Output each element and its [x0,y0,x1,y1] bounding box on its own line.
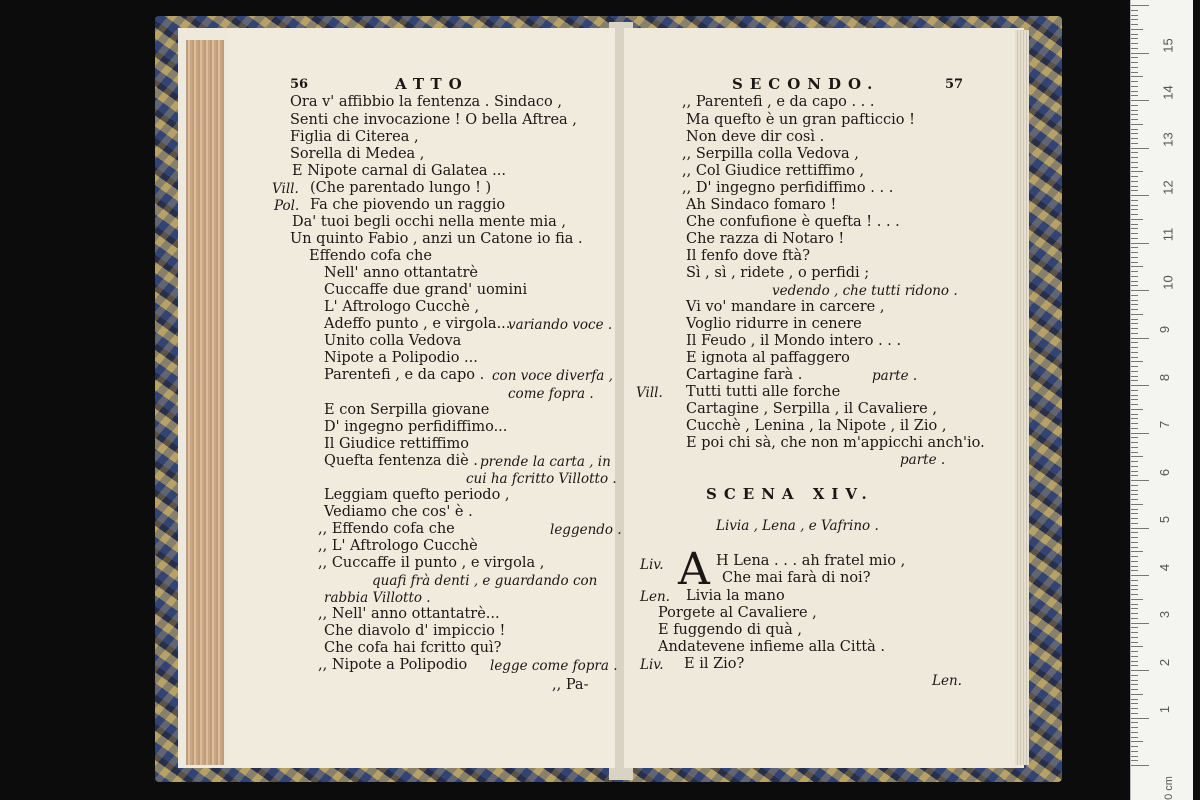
verse-line: ,, Serpilla colla Vedova , [682,146,859,162]
verse-line: L' Aftrologo Cucchè , [324,299,480,315]
ruler-tick [1131,24,1138,25]
right-page-number: 57 [945,77,964,92]
ruler-tick [1131,575,1149,576]
ruler-tick [1131,43,1138,44]
verse-line: Che confufione è quefta ! . . . [686,214,900,230]
ruler-tick [1131,371,1138,372]
ruler-tick [1131,271,1138,272]
drop-cap: A [678,544,710,595]
ruler-tick [1131,651,1138,652]
verse-line: ,, Nipote a Polipodio [318,657,468,673]
ruler-tick [1131,509,1138,510]
verse-line: (Che parentado lungo ! ) [310,180,492,196]
ruler-tick [1131,414,1138,415]
ruler-tick [1131,561,1138,562]
stage-direction: rabbia Villotto . [324,590,431,606]
ruler-tick [1131,314,1143,315]
verse-line: D' ingegno perfidiffimo... [324,419,508,435]
ruler-tick [1131,475,1138,476]
ruler-tick [1131,304,1138,305]
ruler-tick [1131,76,1143,77]
ruler-number: 14 [1160,85,1176,100]
ruler-tick [1131,390,1138,391]
ruler-tick [1131,765,1149,766]
ruler-tick [1131,708,1138,709]
speaker-label: Pol. [274,198,300,214]
ruler-tick [1131,537,1138,538]
verse-line: Fa che piovendo un raggio [310,197,506,213]
verse-line: E il Zio? [684,656,745,672]
verse-line: ,, Effendo cofa che [318,521,455,537]
ruler-tick [1131,342,1138,343]
ruler-tick [1131,195,1149,196]
ruler-tick [1131,632,1138,633]
ruler-number: 9 [1157,325,1173,334]
ruler-tick [1131,423,1138,424]
ruler-tick [1131,594,1138,595]
ruler-tick [1131,266,1143,267]
ruler-tick [1131,466,1138,467]
ruler-tick [1131,62,1138,63]
right-running-head: SECONDO. [732,75,880,93]
ruler-tick [1131,732,1138,733]
ruler-tick [1131,209,1138,210]
ruler-tick [1131,675,1138,676]
ruler-tick [1131,129,1138,130]
ruler-tick [1131,57,1138,58]
ruler-tick [1131,319,1138,320]
ruler-number: 3 [1157,610,1173,619]
verse-line: Non deve dir così . [686,129,825,145]
ruler-tick [1131,238,1138,239]
ruler-tick [1131,285,1138,286]
ruler-tick [1131,352,1138,353]
ruler-tick [1131,480,1149,481]
ruler-number: 6 [1157,468,1173,477]
verse-line: ,, Cuccaffe il punto , e virgola , [318,555,545,571]
ruler-tick [1131,376,1138,377]
ruler-number: 2 [1157,658,1173,667]
ruler-tick [1131,176,1138,177]
ruler-tick [1131,228,1138,229]
ruler-tick [1131,713,1138,714]
ruler-tick [1131,347,1138,348]
verse-line: Voglio ridurre in cenere [686,316,862,332]
ruler-tick [1131,19,1138,20]
ruler-tick [1131,86,1138,87]
ruler-tick [1131,171,1143,172]
ruler-tick [1131,100,1149,101]
ruler-tick [1131,494,1138,495]
verse-line: E ignota al paffaggero [686,350,850,366]
ruler-tick [1131,395,1138,396]
ruler-tick [1131,29,1143,30]
left-running-head: ATTO [395,75,469,93]
verse-line: Nipote a Polipodio ... [324,350,478,366]
ruler-tick [1131,281,1138,282]
ruler-tick [1131,499,1138,500]
ruler-tick [1131,428,1138,429]
ruler-tick [1131,10,1138,11]
ruler-tick [1131,247,1138,248]
ruler-tick [1131,252,1138,253]
ruler-tick [1131,694,1143,695]
ruler-tick [1131,167,1138,168]
ruler-tick [1131,580,1138,581]
ruler-tick [1131,138,1138,139]
ruler-tick [1131,756,1138,757]
verse-line: Che cofa hai fcritto quì? [324,640,502,656]
verse-line: Vediamo che cos' è . [324,504,473,520]
verse-line: ,, L' Aftrologo Cucchè [318,538,478,554]
ruler-number: 5 [1157,515,1173,524]
stage-direction: leggendo . [550,522,622,538]
ruler-tick [1131,148,1149,149]
ruler-tick [1131,646,1143,647]
scene-heading: SCENA XIV. [706,485,874,503]
verse-line: Adeffo punto , e virgola... [324,316,511,332]
ruler-tick [1131,599,1143,600]
ruler-tick [1131,143,1138,144]
verse-line: Nell' anno ottantatrè [324,265,478,281]
ruler-tick [1131,361,1143,362]
verse-line: Effendo cofa che [309,248,432,264]
ruler-tick [1131,110,1138,111]
catchword: ,, Pa- [552,677,589,693]
verse-line: ,, Parentefi , e da capo . . . [682,94,875,110]
verse-line: Senti che invocazione ! O bella Aftrea , [290,112,577,128]
ruler-tick [1131,95,1138,96]
stage-direction: parte . [872,368,918,384]
ruler-tick [1131,433,1149,434]
ruler-tick [1131,656,1138,657]
verse-line: Ora v' affibbio la fentenza . Sindaco , [290,94,562,110]
measurement-ruler [1130,0,1193,800]
ruler-number: 8 [1157,373,1173,382]
stage-direction: come fopra . [508,386,594,402]
ruler-tick [1131,133,1138,134]
verse-line: Ma quefto è un gran pafticcio ! [686,112,915,128]
ruler-tick [1131,504,1143,505]
stage-direction: vedendo , che tutti ridono . [772,283,958,299]
verse-line: Un quinto Fabio , anzi un Catone io fia . [290,231,583,247]
verse-line: Leggiam quefto periodo , [324,487,510,503]
ruler-tick [1131,418,1138,419]
ruler-tick [1131,219,1143,220]
ruler-tick [1131,513,1138,514]
ruler-tick [1131,290,1149,291]
ruler-tick [1131,684,1138,685]
ruler-tick [1131,456,1143,457]
ruler-number: 7 [1157,420,1173,429]
ruler-tick [1131,333,1138,334]
ruler-tick [1131,214,1138,215]
verse-line: Parentefi , e da capo . [324,367,485,383]
ruler-tick [1131,741,1143,742]
ruler-tick [1131,661,1138,662]
stage-direction: prende la carta , in [480,454,611,470]
verse-line: Vi vo' mandare in carcere , [686,299,885,315]
ruler-tick [1131,551,1143,552]
ruler-tick [1131,532,1138,533]
ruler-tick [1131,528,1149,529]
ruler-tick [1131,623,1149,624]
verse-line: Quefta fentenza diè . [324,453,478,469]
ruler-tick [1131,490,1138,491]
ruler-tick [1131,613,1138,614]
ruler-tick [1131,471,1138,472]
ruler-tick [1131,328,1138,329]
verse-line: ,, Col Giudice rettiffimo , [682,163,865,179]
ruler-tick [1131,186,1138,187]
verse-line: E poi chi sà, che non m'appicchi anch'io. [686,435,985,451]
verse-line: Cartagine , Serpilla , il Cavaliere , [686,401,937,417]
ruler-tick [1131,447,1138,448]
ruler-tick [1131,442,1138,443]
speaker-label: Vill. [272,181,299,197]
ruler-number: 10 [1160,275,1176,290]
ruler-number: 1 [1157,705,1173,714]
verse-line: ,, Nell' anno ottantatrè... [318,606,500,622]
ruler-tick [1131,300,1138,301]
ruler-tick [1131,357,1138,358]
verse-line: Che mai farà di noi? [722,570,871,586]
ruler-tick [1131,404,1138,405]
ruler-tick [1131,91,1138,92]
page-edges-right [1015,30,1029,765]
ruler-tick [1131,380,1138,381]
verse-line: Da' tuoi begli occhi nella mente mia , [292,214,566,230]
speaker-label: Liv. [640,557,664,573]
ruler-tick [1131,295,1138,296]
ruler-tick [1131,637,1138,638]
verse-line: Il Giudice rettiffimo [324,436,469,452]
ruler-tick [1131,323,1138,324]
ruler-tick [1131,518,1138,519]
ruler-tick [1131,665,1138,666]
verse-line: H Lena . . . ah fratel mio , [716,553,906,569]
stage-direction: quafi frà denti , e guardando con [372,573,598,589]
ruler-tick [1131,152,1138,153]
ruler-tick [1131,190,1138,191]
verse-line: Tutti tutti alle forche [686,384,841,400]
ruler-tick [1131,547,1138,548]
ruler-tick [1131,760,1138,761]
ruler-tick [1131,604,1138,605]
stage-direction: con voce diverfa , [492,368,613,384]
verse-line: Il Feudo , il Mondo intero . . . [686,333,902,349]
ruler-tick [1131,670,1149,671]
verse-line: Che razza di Notaro ! [686,231,845,247]
verse-line: Ah Sindaco fomaro ! [686,197,837,213]
ruler-tick [1131,627,1138,628]
verse-line: E fuggendo di quà , [658,622,803,638]
ruler-tick [1131,585,1138,586]
ruler-number: 15 [1160,38,1176,53]
ruler-tick [1131,200,1138,201]
ruler-tick [1131,485,1138,486]
ruler-tick [1131,233,1138,234]
ruler-tick [1131,642,1138,643]
ruler-tick [1131,257,1138,258]
ruler-tick [1131,385,1149,386]
ruler-tick [1131,262,1138,263]
ruler-tick [1131,689,1138,690]
ruler-tick [1131,157,1138,158]
ruler-tick [1131,618,1138,619]
ruler-tick [1131,162,1138,163]
page-edges-left [186,40,224,765]
ruler-tick [1131,105,1138,106]
ruler-tick [1131,276,1138,277]
verse-line: Unito colla Vedova [324,333,462,349]
ruler-tick [1131,243,1149,244]
ruler-number: 13 [1160,132,1176,147]
speaker-label: Vill. [636,385,663,401]
ruler-tick [1131,452,1138,453]
ruler-tick [1131,338,1149,339]
ruler-tick [1131,38,1138,39]
ruler-tick [1131,181,1138,182]
ruler-tick [1131,5,1149,6]
ruler-number: 11 [1160,227,1176,242]
verse-line: Sorella di Medea , [290,146,425,162]
ruler-tick [1131,119,1138,120]
ruler-tick [1131,15,1138,16]
ruler-tick [1131,746,1138,747]
verse-line: Il fenfo dove ftà? [686,248,810,264]
ruler-tick [1131,205,1138,206]
ruler-tick [1131,53,1149,54]
ruler-tick [1131,589,1138,590]
stage-direction: cui ha fcritto Villotto . [466,471,617,487]
speaker-label: Len. [640,589,670,605]
ruler-number: 4 [1157,563,1173,572]
ruler-tick [1131,718,1149,719]
stage-direction: variando voce . [508,317,613,333]
ruler-tick [1131,680,1138,681]
stage-direction: parte . [900,452,946,468]
verse-line: ,, D' ingegno perfidiffimo . . . [682,180,894,196]
ruler-unit: 0 cm [1162,776,1175,800]
ruler-tick [1131,737,1138,738]
ruler-tick [1131,437,1138,438]
ruler-tick [1131,566,1138,567]
ruler-tick [1131,34,1138,35]
stage-direction: legge come fopra . [490,658,618,674]
ruler-tick [1131,409,1143,410]
verse-line: Sì , sì , ridete , o perfidi ; [686,265,870,281]
ruler-tick [1131,556,1138,557]
verse-line: Cucchè , Lenina , la Nipote , il Zio , [686,418,947,434]
ruler-tick [1131,722,1138,723]
ruler-tick [1131,523,1138,524]
verse-line: Figlia di Citerea , [290,129,419,145]
speaker-label: Liv. [640,657,664,673]
verse-line: Andatevene infieme alla Città . [658,639,886,655]
ruler-tick [1131,703,1138,704]
ruler-tick [1131,751,1138,752]
ruler-tick [1131,399,1138,400]
ruler-tick [1131,699,1138,700]
ruler-tick [1131,366,1138,367]
verse-line: E con Serpilla giovane [324,402,490,418]
ruler-tick [1131,461,1138,462]
ruler-tick [1131,48,1138,49]
verse-line: Livia la mano [686,588,785,604]
ruler-tick [1131,67,1138,68]
verse-line: Porgete al Cavaliere , [658,605,817,621]
ruler-tick [1131,114,1138,115]
ruler-tick [1131,124,1143,125]
left-page-number: 56 [290,77,309,92]
ruler-tick [1131,224,1138,225]
ruler-number: 12 [1160,180,1176,195]
ruler-tick [1131,81,1138,82]
ruler-tick [1131,309,1138,310]
verse-line: Cartagine farà . [686,367,803,383]
verse-line: Che diavolo d' impiccio ! [324,623,506,639]
ruler-tick [1131,570,1138,571]
ruler-tick [1131,542,1138,543]
ruler-tick [1131,72,1138,73]
scene-characters: Livia , Lena , e Vafrino . [716,518,879,534]
verse-line: Cuccaffe due grand' uomini [324,282,528,298]
ruler-tick [1131,608,1138,609]
verse-line: E Nipote carnal di Galatea ... [292,163,507,179]
catchword: Len. [932,673,962,689]
ruler-tick [1131,727,1138,728]
